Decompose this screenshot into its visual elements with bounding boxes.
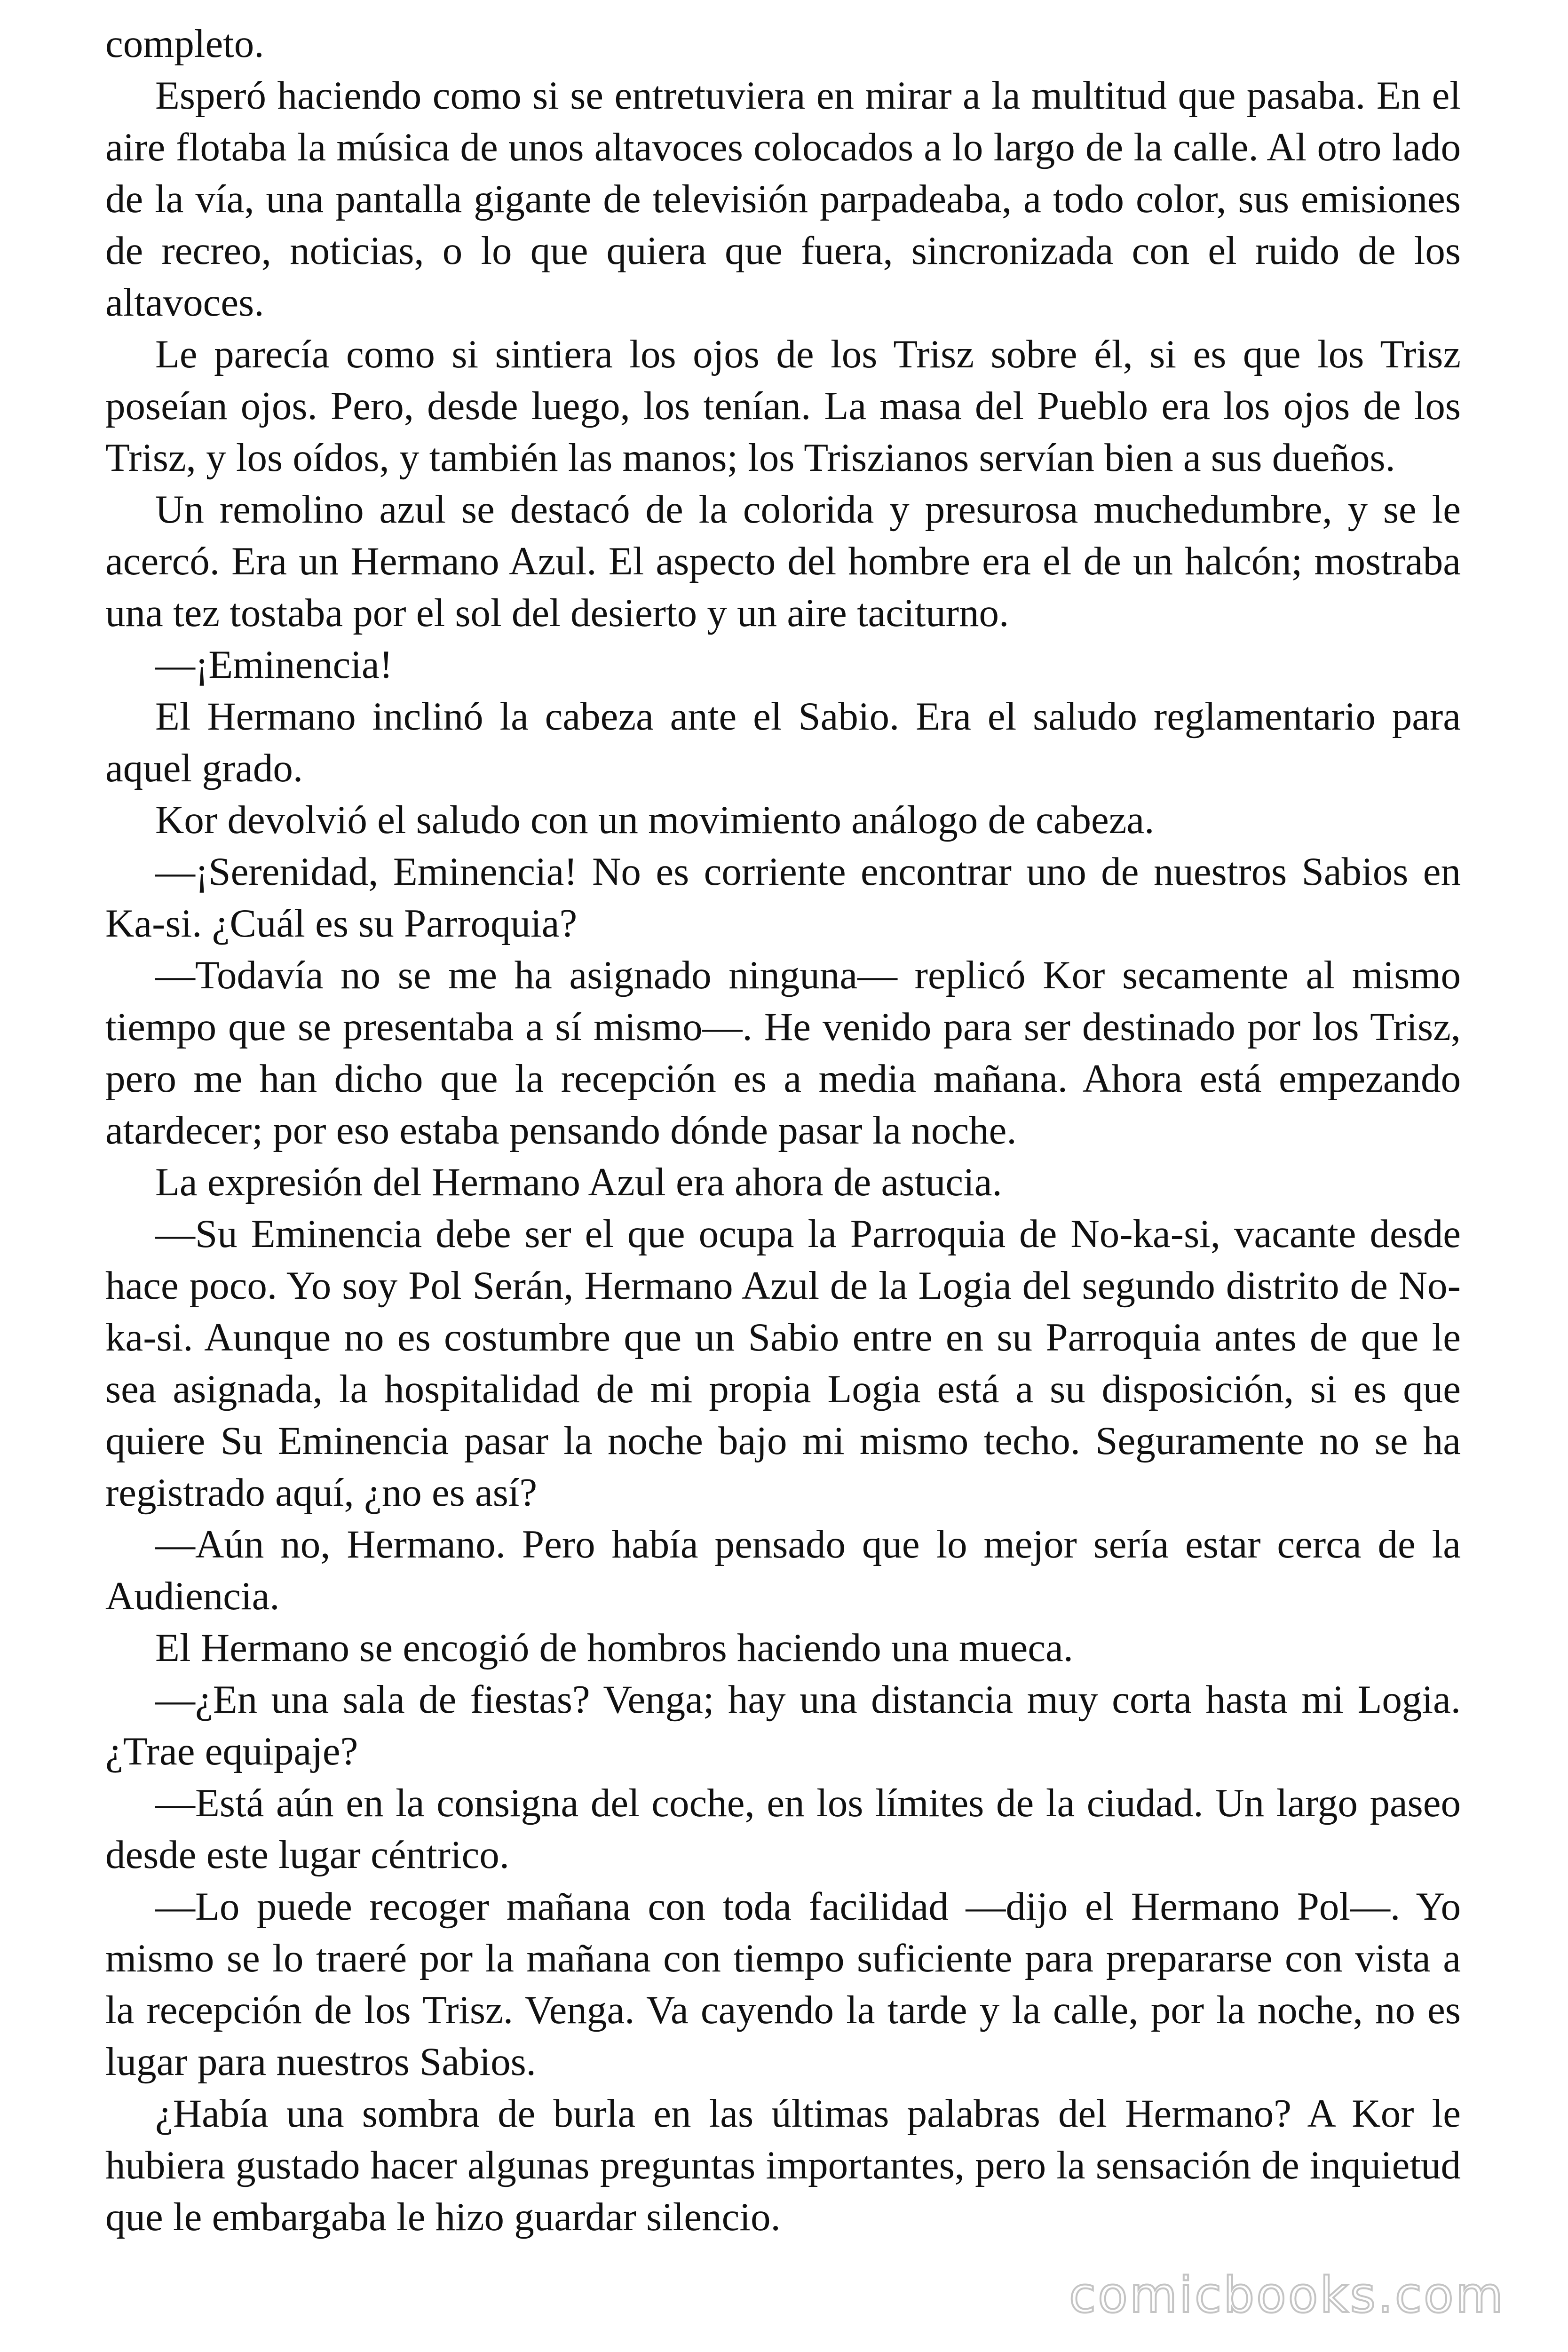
watermark: comicbooks.com (1069, 2266, 1505, 2324)
paragraph: —¡Eminencia! (155, 643, 393, 687)
paragraph: —Su Eminencia debe ser el que ocupa la Parroquia de No-ka-si, vacante desde hace poco. Yo soy Pol Serán, Hermano Azul de la Logia del segundo distrito de No-ka-si. Aunque no es costumbre que un Sabio entre en su Parroquia antes de que le sea asignada, la hospitalidad de mi propia Logia está a su disposición, si es que quiere Su Eminencia pasar la noche bajo mi mismo techo. Seguramente no se ha registrado aquí, ¿no es así? (105, 1212, 1461, 1515)
paragraph: El Hermano se encogió de hombros haciendo una mueca. (155, 1626, 1073, 1670)
paragraph: —¿En una sala de fiestas? Venga; hay una distancia muy corta hasta mi Logia. ¿Trae equipaje? (105, 1677, 1461, 1773)
paragraph: —Todavía no se me ha asignado ninguna— replicó Kor secamente al mismo tiempo que se presentaba a sí mismo—. He venido para ser destinado por los Trisz, pero me han dicho que la recepción es a media mañana. Ahora está empezando atardecer; por eso estaba pensando dónde pasar la noche. (105, 953, 1461, 1152)
paragraph: Un remolino azul se destacó de la colorida y presurosa muchedumbre, y se le acercó. Era un Hermano Azul. El aspecto del hombre era el de un halcón; mostraba una tez tostaba por el sol del desierto y un aire taciturno. (105, 487, 1461, 635)
paragraph: —Lo puede recoger mañana con toda facilidad —dijo el Hermano Pol—. Yo mismo se lo traeré por la mañana con tiempo suficiente para prepararse con vista a la recepción de los Trisz. Venga. Va cayendo la tarde y la calle, por la noche, no es lugar para nuestros Sabios. (105, 1884, 1461, 2084)
paragraph: —¡Serenidad, Eminencia! No es corriente encontrar uno de nuestros Sabios en Ka-si. ¿Cuál es su Parroquia? (105, 850, 1461, 946)
paragraph: La expresión del Hermano Azul era ahora de astucia. (155, 1160, 1002, 1204)
paragraph: El Hermano inclinó la cabeza ante el Sabio. Era el saludo reglamentario para aquel grado. (105, 694, 1461, 790)
paragraph: Esperó haciendo como si se entretuviera en mirar a la multitud que pasaba. En el aire flotaba la música de unos altavoces colocados a lo largo de la calle. Al otro lado de la vía, una pantalla gigante de televisión parpadeaba, a todo color, sus emisiones de recreo, noticias, o lo que quiera que fuera, sincronizada con el ruido de los altavoces. (105, 73, 1461, 325)
paragraph: ¿Había una sombra de burla en las últimas palabras del Hermano? A Kor le hubiera gustado hacer algunas preguntas importantes, pero la sensación de inquietud que le embargaba le hizo guardar silencio. (105, 2091, 1461, 2239)
paragraph: —Está aún en la consigna del coche, en los límites de la ciudad. Un largo paseo desde este lugar céntrico. (105, 1781, 1461, 1877)
page-body (105, 18, 1461, 2243)
paragraph-continued: completo. (105, 22, 264, 66)
paragraph: Kor devolvió el saludo con un movimiento análogo de cabeza. (155, 798, 1155, 842)
paragraph: —Aún no, Hermano. Pero había pensado que lo mejor sería estar cerca de la Audiencia. (105, 1522, 1461, 1618)
paragraph: Le parecía como si sintiera los ojos de los Trisz sobre él, si es que los Trisz poseían ojos. Pero, desde luego, los tenían. La masa del Pueblo era los ojos de los Trisz, y los oídos, y también las manos; los Triszianos servían bien a sus dueños. (105, 332, 1461, 480)
